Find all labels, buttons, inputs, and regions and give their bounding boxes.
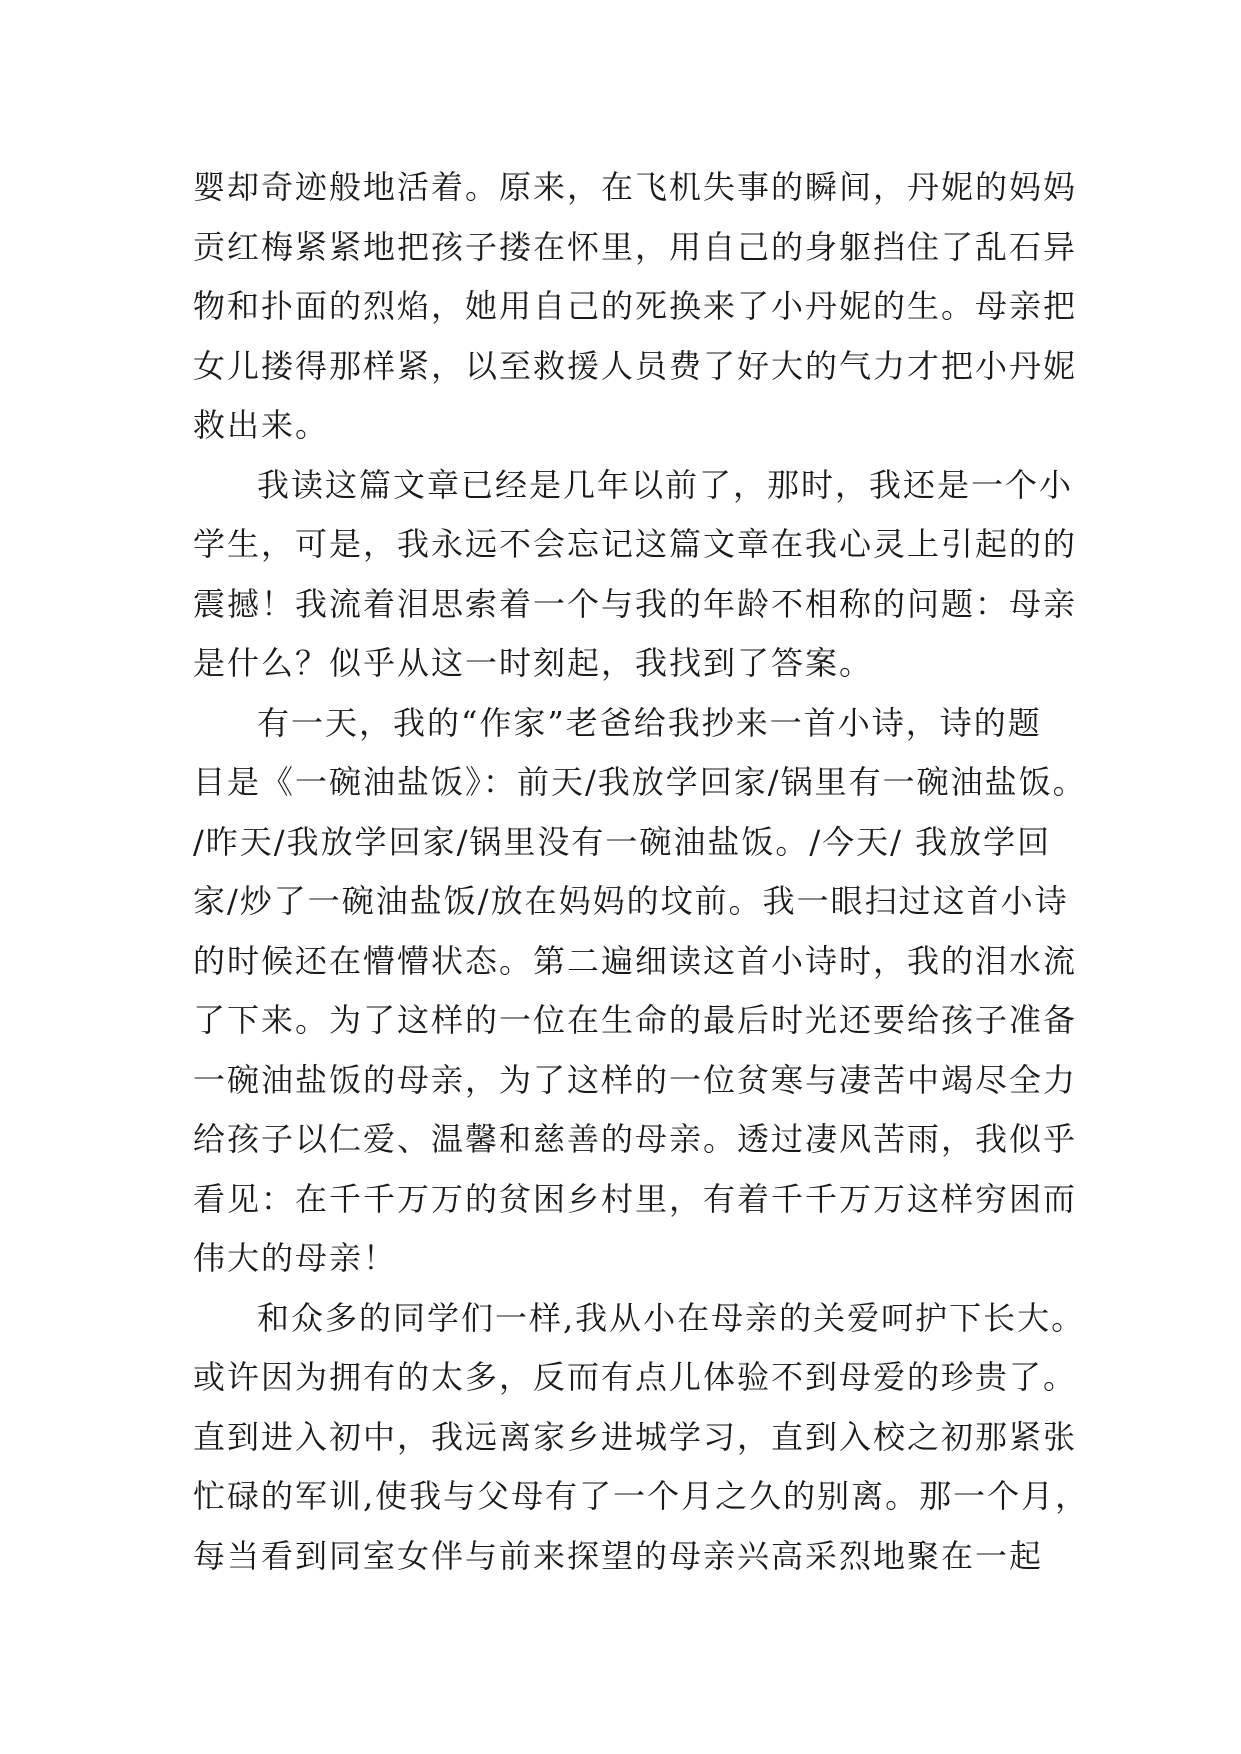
text-line: 目是《一碗油盐饭》：前天/我放学回家/锅里有一碗油盐饭。 [193, 763, 1087, 801]
text-line: 婴却奇迹般地活着。原来，在飞机失事的瞬间，丹妮的妈妈 [193, 168, 1078, 206]
text-line: 忙碌的军训,使我与父母有了一个月之久的别离。那一个月， [193, 1477, 1090, 1515]
text-line: 救出来。 [193, 406, 330, 444]
text-line: 给孩子以仁爱、温馨和慈善的母亲。透过凄风苦雨，我似乎 [193, 1120, 1078, 1158]
body-text [193, 158, 1090, 1586]
text-line: 贡红梅紧紧地把孩子搂在怀里，用自己的身躯挡住了乱石异 [193, 227, 1078, 266]
text-line: 或许因为拥有的太多，反而有点儿体验不到母爱的珍贵了。 [193, 1358, 1078, 1396]
text-line: /昨天/我放学回家/锅里没有一碗油盐饭。/今天/ 我放学回 [193, 822, 1052, 861]
text-line: 的时候还在懵懵状态。第二遍细读这首小诗时，我的泪水流 [193, 941, 1078, 980]
text-line: 每当看到同室女伴与前来探望的母亲兴高采烈地聚在一起 [193, 1536, 1044, 1575]
text-line: 了下来。为了这样的一位在生命的最后时光还要给孩子准备 [193, 1001, 1078, 1039]
text-line: 看见：在千千万万的贫困乡村里，有着千千万万这样穷困而 [193, 1179, 1078, 1218]
text-line: 有一天，我的“作家”老爸给我抄来一首小诗，诗的题 [257, 703, 1042, 742]
text-line: 一碗油盐饭的母亲，为了这样的一位贫寒与凄苦中竭尽全力 [193, 1060, 1078, 1099]
text-line: 学生，可是，我永远不会忘记这篇文章在我心灵上引起的的 [193, 525, 1078, 563]
text-line: 和众多的同学们一样,我从小在母亲的关爱呵护下长大。 [257, 1298, 1086, 1337]
text-line: 物和扑面的烈焰，她用自己的死换来了小丹妮的生。母亲把 [193, 287, 1078, 325]
text-line: 直到进入初中，我远离家乡进城学习，直到入校之初那紧张 [193, 1417, 1078, 1456]
text-line: 伟大的母亲！ [193, 1239, 398, 1277]
text-line: 我读这篇文章已经是几年以前了，那时，我还是一个小 [257, 465, 1074, 504]
text-line: 女儿搂得那样紧，以至救援人员费了好大的气力才把小丹妮 [193, 346, 1078, 385]
text-line: 震撼！我流着泪思索着一个与我的年龄不相称的问题：母亲 [193, 584, 1078, 623]
text-line: 是什么？似乎从这一时刻起，我找到了答案。 [193, 644, 874, 682]
text-line: 家/炒了一碗油盐饭/放在妈妈的坟前。我一眼扫过这首小诗 [193, 882, 1069, 920]
